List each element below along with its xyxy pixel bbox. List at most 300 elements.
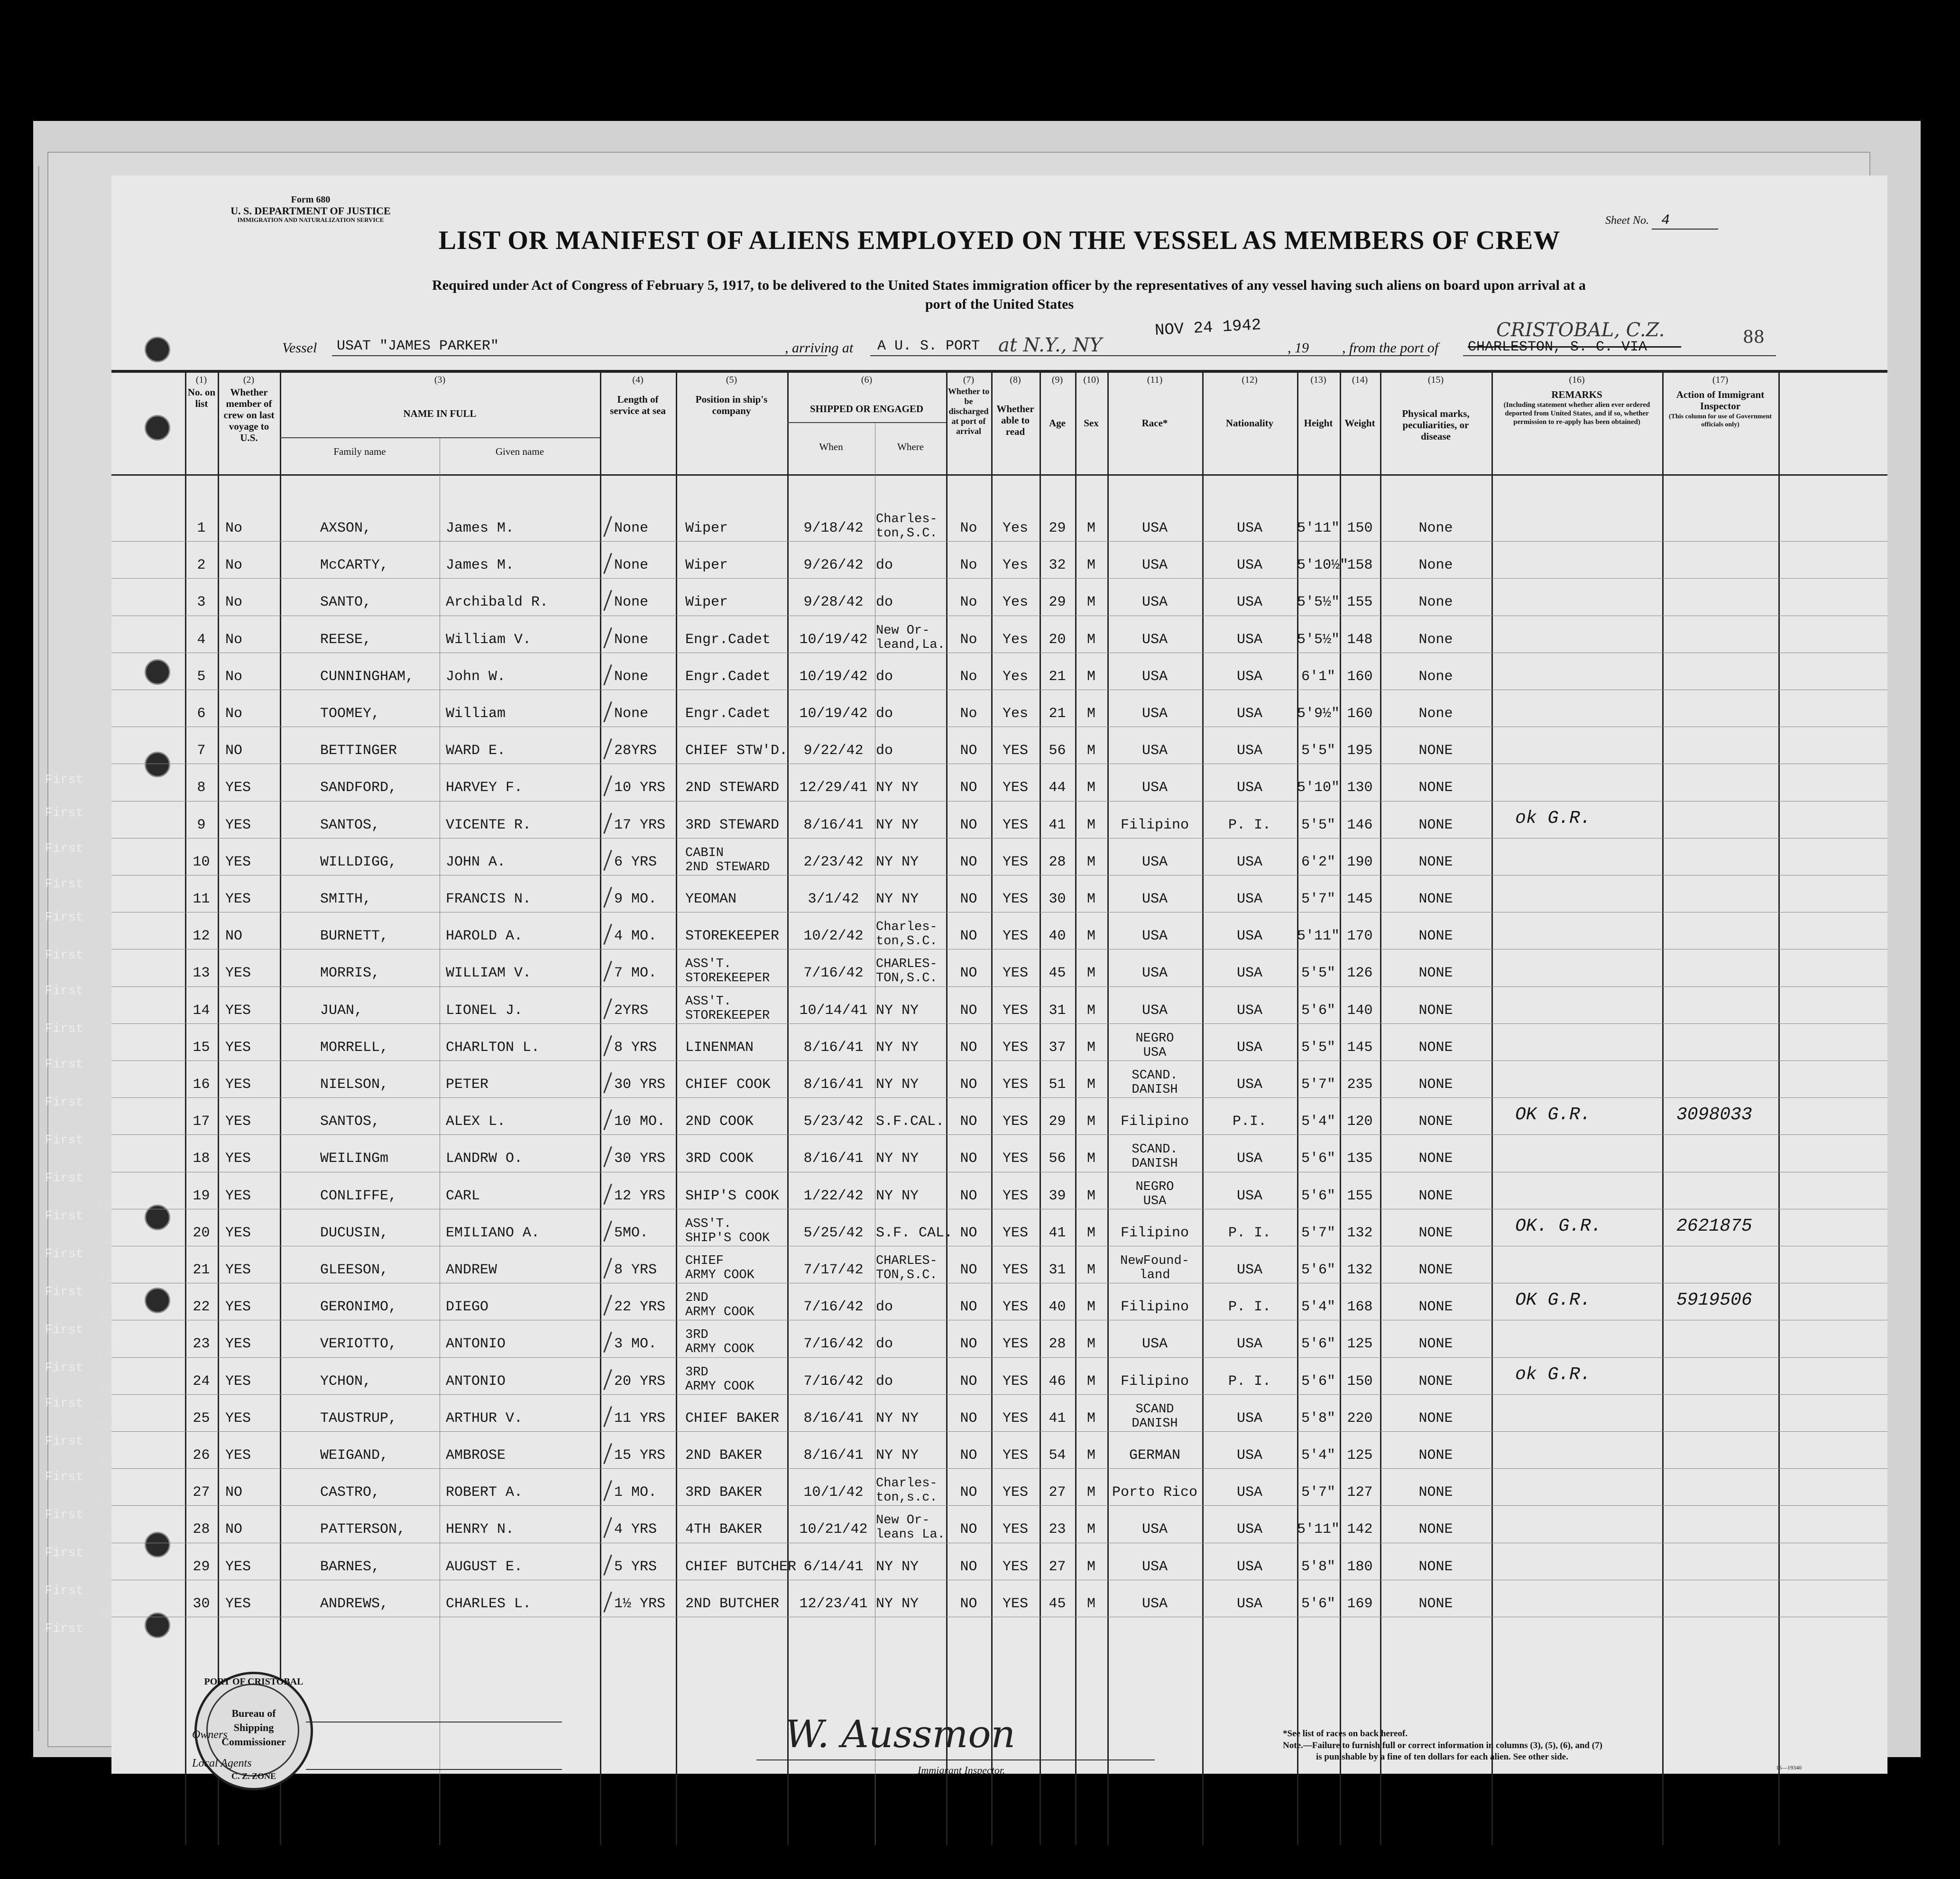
cell-nationality: USA (1236, 1595, 1262, 1612)
cell-height: 5'4" (1301, 1299, 1335, 1316)
margin-first-label: First (45, 1546, 84, 1560)
cell-marks: None (1418, 706, 1453, 722)
cell-height: 5'8" (1301, 1558, 1335, 1575)
cell-last: YES (225, 1002, 251, 1019)
cell-last: No (225, 668, 243, 685)
cell-nationality: USA (1236, 1002, 1262, 1019)
cell-position: Engr.Cadet (685, 631, 771, 648)
cell-read: YES (1002, 1484, 1028, 1501)
cell-position: Engr.Cadet (685, 706, 771, 722)
cell-height: 5'7" (1301, 891, 1335, 907)
cell-where: NY NY (876, 780, 919, 796)
inspector-signature: W. Aussmon (785, 1712, 1016, 1756)
service-tick-mark (603, 738, 612, 759)
cell-sex: M (1086, 1373, 1095, 1390)
cell-given: HARVEY F. (446, 780, 523, 796)
cell-where: S.F. CAL. (876, 1225, 953, 1241)
cell-read: YES (1002, 1336, 1028, 1353)
cell-where: NY NY (876, 891, 919, 907)
cell-given: Archibald R. (446, 594, 549, 611)
cell-service: 6 YRS (614, 854, 657, 870)
cell-race: USA (1141, 1336, 1168, 1353)
service-tick-mark (603, 1221, 612, 1242)
cell-weight: 145 (1347, 891, 1373, 907)
cell-family: SANTOS, (320, 1114, 380, 1130)
cell-where: do (876, 1373, 893, 1390)
cell-given: ANTONIO (446, 1373, 506, 1390)
cell-race2: land (1139, 1268, 1170, 1282)
cell-age: 56 (1049, 743, 1066, 759)
cell-service: 30 YRS (614, 1151, 666, 1167)
margin-side-number: 26 (97, 1456, 112, 1470)
cell-nationality: USA (1236, 1039, 1262, 1056)
cell-read: YES (1002, 1225, 1028, 1241)
cell-discharged: NO (960, 1151, 977, 1167)
cell-when: 9/22/42 (803, 743, 864, 759)
stamp-top: PORT OF CRISTOBAL (204, 1676, 304, 1687)
stamp-mid-1: Bureau of (231, 1707, 276, 1719)
cell-race: Porto Rico (1112, 1484, 1198, 1501)
cell-marks: NONE (1418, 780, 1453, 796)
cell-discharged: NO (960, 1595, 977, 1612)
cell-age: 23 (1049, 1521, 1066, 1538)
cell-discharged: NO (960, 1039, 977, 1056)
cell-discharged: NO (960, 743, 977, 759)
cell-marks: NONE (1418, 1410, 1453, 1427)
cell-when: 9/18/42 (803, 520, 864, 536)
cell-position: Engr.Cadet (685, 668, 771, 685)
cell-nationality: USA (1236, 1558, 1262, 1575)
cell-weight: 150 (1347, 1373, 1373, 1390)
cell-service: 20 YRS (614, 1373, 666, 1390)
cell-where2: ton,S.C. (876, 934, 938, 949)
cell-marks: NONE (1418, 965, 1453, 982)
cell-marks: NONE (1418, 817, 1453, 833)
cell-when: 10/2/42 (803, 928, 864, 945)
cell-age: 39 (1049, 1188, 1066, 1204)
cell-last: NO (225, 743, 243, 759)
cell-race2: DANISH (1132, 1083, 1178, 1097)
cell-weight: 132 (1347, 1262, 1373, 1278)
cell-where: NY NY (876, 1447, 919, 1464)
cell-last: YES (225, 1447, 251, 1464)
cell-marks: NONE (1418, 1114, 1453, 1130)
print-code: 16—19340 (1776, 1764, 1802, 1771)
cell-last: YES (225, 1151, 251, 1167)
cell-age: 31 (1049, 1002, 1066, 1019)
cell-position: 2ND STEWARD (685, 780, 780, 796)
col-header-name: NAME IN FULL (403, 408, 477, 419)
cell-position: ASS'T. (685, 957, 732, 972)
cell-nationality: USA (1236, 1521, 1262, 1538)
cell-remarks: OK G.R. (1515, 1105, 1591, 1125)
cell-race: USA (1141, 1595, 1168, 1612)
col-num-2: (2) (243, 375, 255, 385)
service-tick-mark (603, 1369, 612, 1390)
cell-age: 27 (1049, 1558, 1066, 1575)
cell-height: 5'6" (1301, 1373, 1335, 1390)
margin-first-label: First (45, 773, 84, 787)
margin-first-label: First (45, 877, 84, 892)
cell-height: 5'4" (1301, 1447, 1335, 1464)
cell-marks: NONE (1418, 1521, 1453, 1538)
cell-given: AMBROSE (446, 1447, 506, 1464)
cell-when: 12/23/41 (799, 1595, 868, 1612)
cell-weight: 125 (1347, 1336, 1373, 1353)
cell-nationality: USA (1236, 1484, 1262, 1501)
cell-last: YES (225, 1410, 251, 1427)
cell-age: 31 (1049, 1262, 1066, 1278)
year-label: , 19 (1288, 340, 1309, 356)
cell-when: 7/17/42 (803, 1262, 864, 1278)
cell-height: 5'5" (1301, 817, 1335, 833)
col-num-9: (9) (1051, 375, 1063, 385)
cell-race: USA (1141, 557, 1168, 574)
cell-sex: M (1086, 1262, 1095, 1278)
cell-weight: 130 (1347, 780, 1373, 796)
col-num-14: (14) (1352, 375, 1368, 385)
cell-where2: TON,S.C. (876, 971, 938, 986)
margin-first-label: First (45, 1171, 84, 1186)
cell-when: 8/16/41 (803, 1077, 864, 1093)
cell-weight: 126 (1347, 965, 1373, 982)
cell-position: CHIEF (685, 1254, 724, 1268)
cell-discharged: No (960, 706, 977, 722)
cell-sex: M (1086, 1188, 1095, 1204)
cell-read: YES (1002, 1077, 1028, 1093)
col-header-height: Height (1304, 417, 1333, 429)
cell-discharged: NO (960, 1188, 977, 1204)
cell-read: Yes (1002, 594, 1028, 611)
cell-given: HAROLD A. (446, 928, 523, 945)
col-num-7: (7) (963, 375, 975, 385)
service-tick-mark (603, 1332, 612, 1353)
cell-height: 5'6" (1301, 1151, 1335, 1167)
cell-race: Filipino (1120, 1299, 1189, 1316)
margin-first-label: First (45, 984, 84, 998)
cell-marks: None (1418, 557, 1453, 574)
cell-race2: DANISH (1132, 1157, 1178, 1171)
cell-given: William (446, 706, 506, 722)
service-tick-mark (603, 1035, 612, 1056)
table-row (111, 1103, 1887, 1140)
margin-first-label: First (45, 1096, 84, 1110)
cell-service: 10 YRS (614, 780, 666, 796)
cell-race: NEGRO (1135, 1031, 1174, 1046)
cell-nationality: P. I. (1228, 1299, 1271, 1316)
cell-family: WILLDIGG, (320, 854, 397, 870)
cell-race: GERMAN (1129, 1447, 1181, 1464)
cell-weight: 145 (1347, 1039, 1373, 1056)
cell-discharged: No (960, 520, 977, 536)
margin-side-number: 23 (97, 1345, 112, 1359)
cell-where: NY NY (876, 854, 919, 870)
cell-read: Yes (1002, 631, 1028, 648)
cell-nationality: USA (1236, 1447, 1262, 1464)
cell-no: 23 (193, 1336, 210, 1353)
manifest-rows (111, 175, 1887, 1774)
cell-family: TOOMEY, (320, 706, 380, 722)
cell-position: 3RD (685, 1328, 709, 1343)
cell-position: 3RD STEWARD (685, 817, 780, 833)
cell-sex: M (1086, 1410, 1095, 1427)
margin-side-number: 29 (97, 1567, 112, 1581)
cell-family: BARNES, (320, 1558, 380, 1575)
cell-race: Filipino (1120, 1373, 1189, 1390)
table-row (111, 510, 1887, 547)
cell-age: 28 (1049, 854, 1066, 870)
cell-family: VERIOTTO, (320, 1336, 397, 1353)
cell-height: 5'6" (1301, 1336, 1335, 1353)
cell-remarks: OK. G.R. (1515, 1216, 1602, 1236)
table-row (111, 621, 1887, 658)
col-header-action-note: (This column for use of Government officials only) (1668, 413, 1772, 428)
table-row (111, 1585, 1887, 1622)
cell-nationality: P. I. (1228, 1225, 1271, 1241)
cell-last: NO (225, 928, 243, 945)
service-tick-mark (603, 887, 612, 908)
service-tick-mark (603, 1406, 612, 1427)
cell-weight: 168 (1347, 1299, 1373, 1316)
cell-weight: 132 (1347, 1225, 1373, 1241)
service-tick-mark (603, 1517, 612, 1538)
cell-action: 5919506 (1676, 1290, 1752, 1311)
col-header-race: Race* (1141, 417, 1168, 429)
cell-sex: M (1086, 594, 1095, 611)
cell-where: NY NY (876, 1188, 919, 1204)
inspector-line (756, 1759, 1155, 1760)
cell-no: 2 (197, 557, 206, 574)
cell-given: ALEX L. (446, 1114, 506, 1130)
cell-when: 3/1/42 (808, 891, 859, 907)
cell-position: 3RD BAKER (685, 1484, 763, 1501)
cell-nationality: USA (1236, 1262, 1262, 1278)
from-port-handwritten: CRISTOBAL, C.Z. (1496, 319, 1665, 341)
cell-age: 29 (1049, 1114, 1066, 1130)
cell-no: 24 (193, 1373, 210, 1390)
cell-where: Charles- (876, 512, 938, 526)
cell-sex: M (1086, 668, 1095, 685)
cell-where2: ton,s.c. (876, 1491, 938, 1505)
cell-sex: M (1086, 1225, 1095, 1241)
table-row (111, 584, 1887, 621)
cell-sex: M (1086, 780, 1095, 796)
cell-nationality: USA (1236, 1336, 1262, 1353)
cell-remarks: ok G.R. (1515, 1364, 1591, 1385)
cell-nationality: USA (1236, 1188, 1262, 1204)
cell-where: NY NY (876, 1002, 919, 1019)
col-num-15: (15) (1427, 375, 1444, 385)
cell-given: James M. (446, 520, 515, 536)
cell-last: YES (225, 1558, 251, 1575)
cell-nationality: USA (1236, 1151, 1262, 1167)
form-service: IMMIGRATION AND NATURALIZATION SERVICE (237, 216, 384, 223)
service-tick-mark (603, 627, 612, 648)
col-header-when: When (819, 441, 843, 452)
cell-family: GLEESON, (320, 1262, 389, 1278)
cell-last: YES (225, 1373, 251, 1390)
cell-read: YES (1002, 1299, 1028, 1316)
cell-discharged: NO (960, 1558, 977, 1575)
cell-remarks: OK G.R. (1515, 1290, 1591, 1311)
cell-service: None (614, 594, 649, 611)
cell-sex: M (1086, 706, 1095, 722)
page-title: LIST OR MANIFEST OF ALIENS EMPLOYED ON THE VESSEL AS MEMBERS OF CREW (438, 226, 1561, 255)
table-row (111, 1029, 1887, 1066)
cell-position: CABIN (685, 846, 724, 860)
cell-race: USA (1141, 854, 1168, 870)
cell-when: 7/16/42 (803, 1299, 864, 1316)
cell-no: 15 (193, 1039, 210, 1056)
cell-family: BETTINGER (320, 743, 397, 759)
cell-last: NO (225, 1484, 243, 1501)
cell-when: 8/16/41 (803, 817, 864, 833)
manifest-sheet (111, 175, 1887, 1781)
cell-where: NY NY (876, 1039, 919, 1056)
cell-service: 9 MO. (614, 891, 657, 907)
cell-no: 26 (193, 1447, 210, 1464)
cell-given: AUGUST E. (446, 1558, 523, 1575)
cell-height: 5'7" (1301, 1225, 1335, 1241)
cell-family: BURNETT, (320, 928, 389, 945)
service-tick-mark (603, 924, 612, 945)
cell-age: 32 (1049, 557, 1066, 574)
cell-marks: NONE (1418, 1299, 1453, 1316)
cell-race: Filipino (1120, 1114, 1189, 1130)
col-header-service: Length of service at sea (610, 394, 666, 416)
cell-marks: NONE (1418, 1373, 1453, 1390)
cell-discharged: NO (960, 854, 977, 870)
col-num-11: (11) (1147, 375, 1163, 385)
col-header-last-voyage: Whether member of crew on last voyage to U.S. (223, 387, 275, 443)
cell-service: None (614, 706, 649, 722)
cell-when: 10/14/41 (799, 1002, 868, 1019)
cell-no: 3 (197, 594, 206, 611)
cell-service: 10 MO. (614, 1114, 666, 1130)
cell-when: 12/29/41 (799, 780, 868, 796)
cell-sex: M (1086, 1558, 1095, 1575)
cell-nationality: P. I. (1228, 817, 1271, 833)
table-row (111, 955, 1887, 992)
cell-weight: 142 (1347, 1521, 1373, 1538)
cell-family: SANDFORD, (320, 780, 397, 796)
cell-height: 5'11" (1297, 1521, 1340, 1538)
cell-race: SCAND. (1132, 1068, 1178, 1083)
col-num-8: (8) (1010, 375, 1021, 385)
cell-no: 22 (193, 1299, 210, 1316)
cell-nationality: USA (1236, 891, 1262, 907)
cell-when: 7/16/42 (803, 1336, 864, 1353)
cell-weight: 135 (1347, 1151, 1373, 1167)
cell-nationality: USA (1236, 520, 1262, 536)
cell-read: YES (1002, 854, 1028, 870)
table-row (111, 1400, 1887, 1437)
cell-no: 20 (193, 1225, 210, 1241)
cell-race: USA (1141, 594, 1168, 611)
cell-marks: NONE (1418, 1077, 1453, 1093)
margin-first-label: First (45, 949, 84, 963)
cell-height: 5'6" (1301, 1262, 1335, 1278)
cell-weight: 235 (1347, 1077, 1373, 1093)
cell-position: Wiper (685, 594, 728, 611)
cell-age: 45 (1049, 1595, 1066, 1612)
cell-service: 8 YRS (614, 1262, 657, 1278)
cell-weight: 155 (1347, 1188, 1373, 1204)
cell-family: YCHON, (320, 1373, 372, 1390)
cell-sex: M (1086, 928, 1095, 945)
cell-age: 28 (1049, 1336, 1066, 1353)
cell-nationality: USA (1236, 594, 1262, 611)
cell-no: 19 (193, 1188, 210, 1204)
table-row (111, 1437, 1887, 1474)
arriving-label: , arriving at (785, 340, 854, 356)
cell-race: USA (1141, 965, 1168, 982)
cell-service: 8 YRS (614, 1039, 657, 1056)
cell-race: USA (1141, 668, 1168, 685)
cell-position: CHIEF COOK (685, 1077, 771, 1093)
cell-when: 8/16/41 (803, 1410, 864, 1427)
table-row (111, 695, 1887, 732)
cell-marks: NONE (1418, 1002, 1453, 1019)
cell-position: LINENMAN (685, 1039, 754, 1056)
cell-nationality: USA (1236, 780, 1262, 796)
cell-when: 7/16/42 (803, 965, 864, 982)
margin-side-number: 21 (97, 1271, 112, 1285)
cell-marks: NONE (1418, 1484, 1453, 1501)
cell-height: 5'7" (1301, 1077, 1335, 1093)
cell-service: 12 YRS (614, 1188, 666, 1204)
cell-given: ANTONIO (446, 1336, 506, 1353)
cell-last: YES (225, 1188, 251, 1204)
margin-first-label: First (45, 911, 84, 925)
cell-sex: M (1086, 1484, 1095, 1501)
cell-given: PETER (446, 1077, 489, 1093)
cell-height: 5'8" (1301, 1410, 1335, 1427)
cell-nationality: USA (1236, 965, 1262, 982)
cell-weight: 120 (1347, 1114, 1373, 1130)
table-row (111, 807, 1887, 844)
cell-nationality: USA (1236, 743, 1262, 759)
cell-service: 7 MO. (614, 965, 657, 982)
cell-age: 21 (1049, 668, 1066, 685)
cell-read: Yes (1002, 668, 1028, 685)
cell-sex: M (1086, 1114, 1095, 1130)
table-row (111, 547, 1887, 584)
cell-position: 2ND (685, 1291, 709, 1306)
cell-where2: ton,S.C. (876, 526, 938, 541)
cell-discharged: NO (960, 891, 977, 907)
margin-first-label: First (45, 1209, 84, 1224)
from-label: , from the port of (1342, 340, 1439, 356)
cell-when: 5/25/42 (803, 1225, 864, 1241)
cell-read: YES (1002, 1262, 1028, 1278)
cell-position: CHIEF BAKER (685, 1410, 780, 1427)
cell-no: 18 (193, 1151, 210, 1167)
cell-marks: NONE (1418, 854, 1453, 870)
cell-where: do (876, 668, 893, 685)
service-tick-mark (603, 812, 612, 833)
cell-read: Yes (1002, 706, 1028, 722)
cell-where: NY NY (876, 1595, 919, 1612)
table-row (111, 1215, 1887, 1252)
cell-service: None (614, 520, 649, 536)
cell-read: Yes (1002, 557, 1028, 574)
margin-first-label: First (45, 1508, 84, 1522)
cell-position: 3RD COOK (685, 1151, 754, 1167)
cell-where: NY NY (876, 1410, 919, 1427)
cell-remarks: ok G.R. (1515, 808, 1591, 829)
cell-given: LANDRW O. (446, 1151, 523, 1167)
